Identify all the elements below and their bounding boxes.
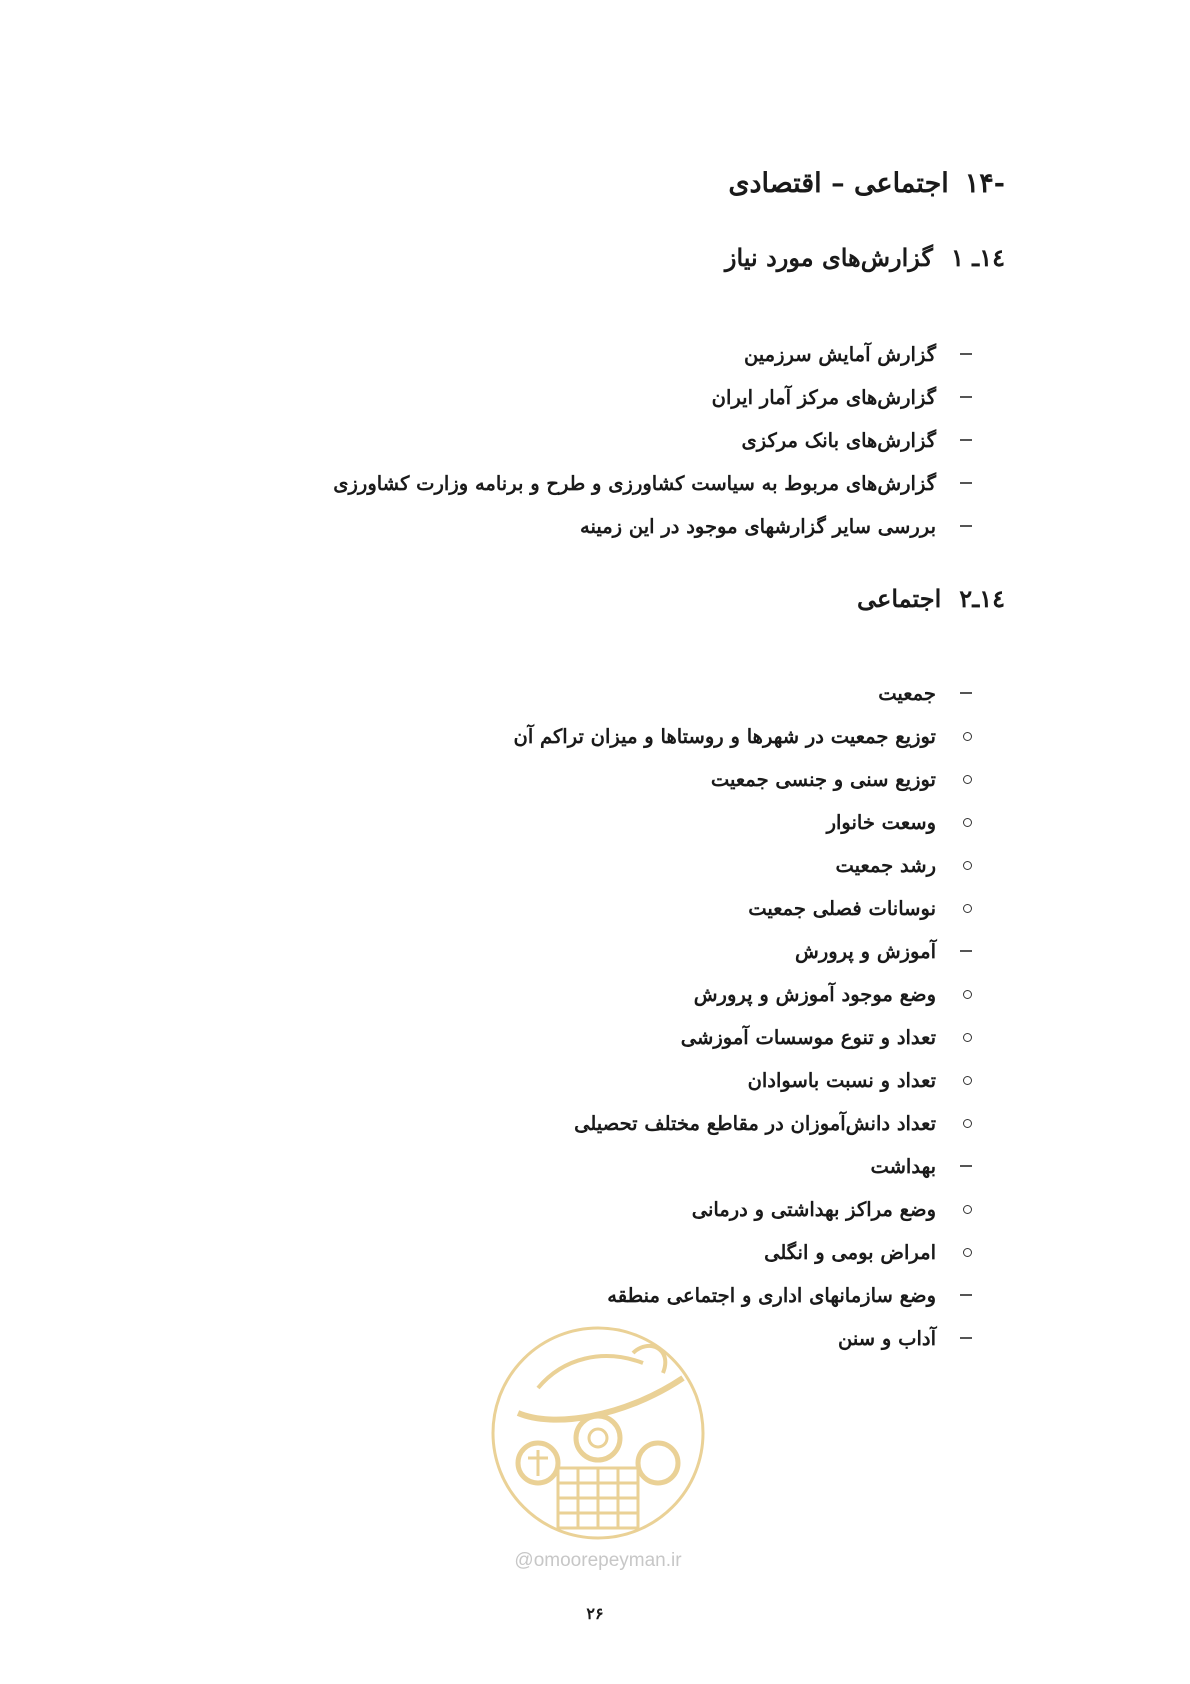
circle-bullet-icon (936, 1248, 982, 1257)
circle-bullet-icon (936, 904, 982, 913)
dash-bullet-icon (936, 525, 982, 527)
subsection-number-2: ۱٤ـ۲ (959, 584, 1005, 613)
circle-bullet-icon (936, 1076, 982, 1085)
subsection-heading-1 (725, 243, 1005, 272)
list-item: وضع مراکز بهداشتی و درمانی (692, 1191, 982, 1227)
watermark-text: @omoorepeyman.ir (514, 1550, 682, 1571)
list-item: وسعت خانوار (827, 804, 982, 840)
circle-bullet-icon (936, 1205, 982, 1214)
list-item: جمعیت (878, 675, 982, 711)
section-title: اجتماعی – اقتصادی (728, 168, 949, 199)
section-heading (728, 168, 1005, 199)
subsection-number-1: ۱٤ـ ۱ (950, 243, 1005, 272)
seal-icon (483, 1318, 713, 1548)
circle-bullet-icon (936, 990, 982, 999)
list-item: آداب و سنن (838, 1320, 982, 1356)
circle-bullet-icon (936, 1033, 982, 1042)
dash-bullet-icon (936, 1165, 982, 1167)
dash-bullet-icon (936, 950, 982, 952)
dash-bullet-icon (936, 353, 982, 355)
dash-bullet-icon (936, 396, 982, 398)
list-item: توزیع جمعیت در شهرها و روستاها و میزان تراکم آن (514, 718, 983, 754)
list-item: وضع موجود آموزش و پرورش (694, 976, 982, 1012)
dash-bullet-icon (936, 692, 982, 694)
list-item: بررسی سایر گزارشهای موجود در این زمینه (580, 508, 982, 544)
list-item: تعداد و نسبت باسوادان (748, 1062, 982, 1098)
list-item: رشد جمعیت (835, 847, 982, 883)
dash-bullet-icon (936, 482, 982, 484)
list-item: گزارش‌های بانک مرکزی (741, 422, 982, 458)
circle-bullet-icon (936, 1119, 982, 1128)
list-item: تعداد دانش‌آموزان در مقاطع مختلف تحصیلی (574, 1105, 982, 1141)
subsection-title-1: گزارش‌های مورد نیاز (724, 243, 933, 272)
list-item: گزارش‌های مربوط به سیاست کشاورزی و طرح و برنامه وزارت کشاورزی (333, 465, 982, 501)
circle-bullet-icon (936, 732, 982, 741)
circle-bullet-icon (936, 775, 982, 784)
dash-bullet-icon (936, 1294, 982, 1296)
subsection-heading-2 (857, 584, 1005, 613)
page-number: ۲۶ (586, 1604, 604, 1623)
list-item: آموزش و پرورش (795, 933, 982, 969)
list-item: نوسانات فصلی جمعیت (748, 890, 982, 926)
list-item: توزیع سنی و جنسی جمعیت (711, 761, 982, 797)
list-item: گزارش‌های مرکز آمار ایران (712, 379, 982, 415)
list-item: وضع سازمانهای اداری و اجتماعی منطقه (607, 1277, 982, 1313)
dash-bullet-icon (936, 1337, 982, 1339)
list-item: تعداد و تنوع موسسات آموزشی (681, 1019, 982, 1055)
list-item: بهداشت (870, 1148, 982, 1184)
section-number: -۱۴ (964, 168, 1005, 199)
circle-bullet-icon (936, 818, 982, 827)
list-item: گزارش آمایش سرزمین (744, 336, 982, 372)
circle-bullet-icon (936, 861, 982, 870)
list-item: امراض بومی و انگلی (764, 1234, 982, 1270)
subsection-title-2: اجتماعی (857, 584, 942, 613)
dash-bullet-icon (936, 439, 982, 441)
